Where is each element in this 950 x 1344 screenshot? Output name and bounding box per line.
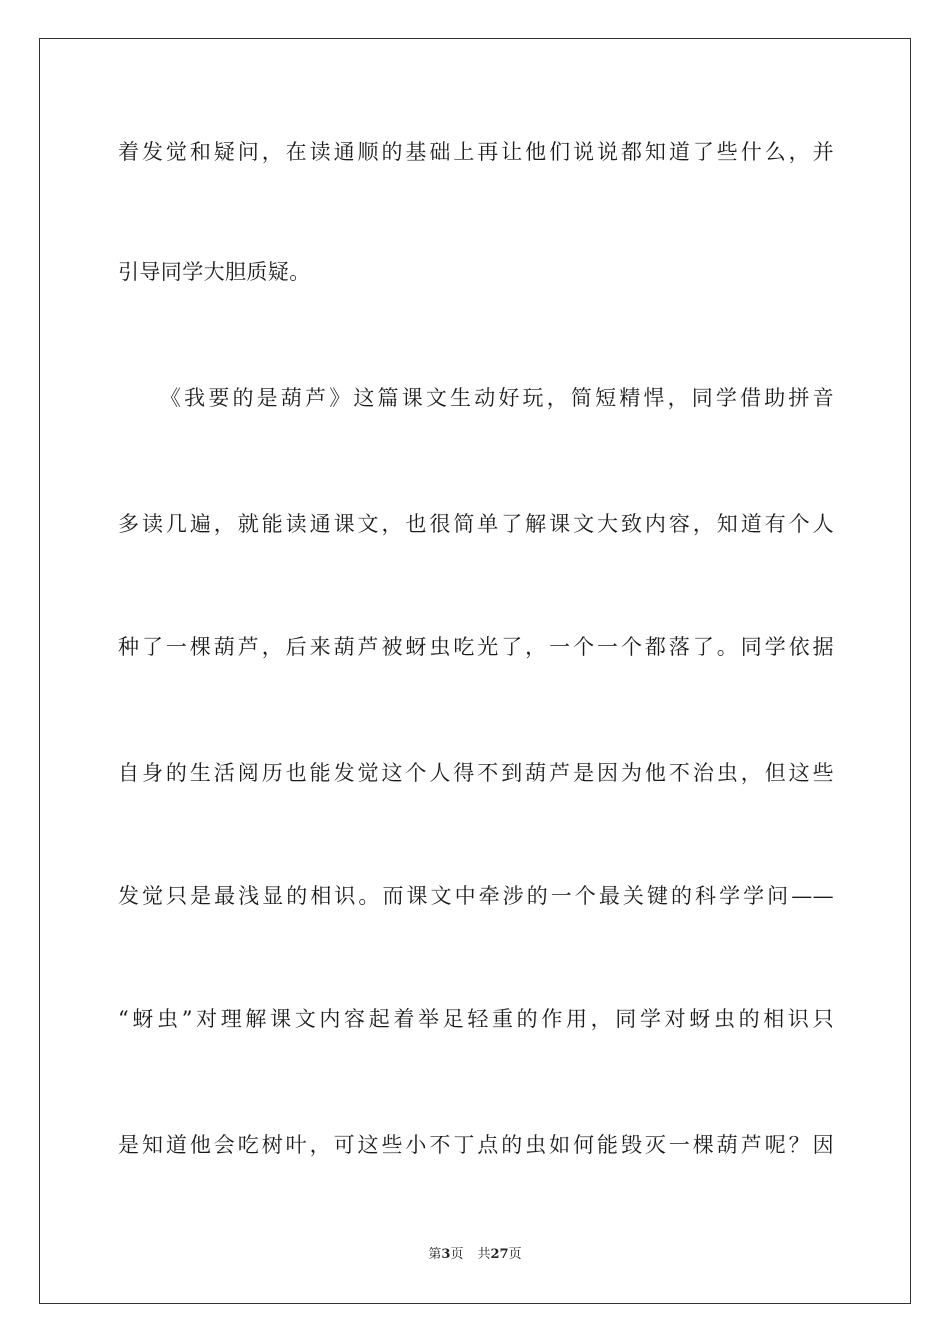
paragraph-first-line: 《我要的是葫芦》这篇课文生动好玩，简短精悍，同学借助拼音 [160,386,834,410]
text-line: 着发觉和疑问，在读通顺的基础上再让他们说说都知道了些什么，并 [118,140,834,164]
page-border [39,38,911,1304]
page-prefix: 第 [428,1247,442,1262]
text-line: 多读几遍，就能读通课文，也很简单了解课文大致内容，知道有个人 [118,512,834,536]
page-number: 3 [441,1247,451,1262]
total-prefix: 共 [477,1247,491,1262]
text-line: 发觉只是最浅显的相识。而课文中牵涉的一个最关键的科学学问—— [118,884,834,908]
text-line: 引导同学大胆质疑。 [118,260,311,284]
text-line: 是知道他会吃树叶，可这些小不丁点的虫如何能毁灭一棵葫芦呢？因 [118,1133,834,1157]
text-line: “蚜虫”对理解课文内容起着举足轻重的作用，同学对蚜虫的相识只 [118,1007,834,1031]
page-suffix: 页 [450,1247,464,1262]
text-line: 种了一棵葫芦，后来葫芦被蚜虫吃光了，一个一个都落了。同学依据 [118,635,834,659]
page-footer [0,1246,950,1264]
total-pages: 27 [490,1247,509,1262]
text-line: 自身的生活阅历也能发觉这个人得不到葫芦是因为他不治虫，但这些 [118,761,834,785]
total-suffix: 页 [508,1247,522,1262]
